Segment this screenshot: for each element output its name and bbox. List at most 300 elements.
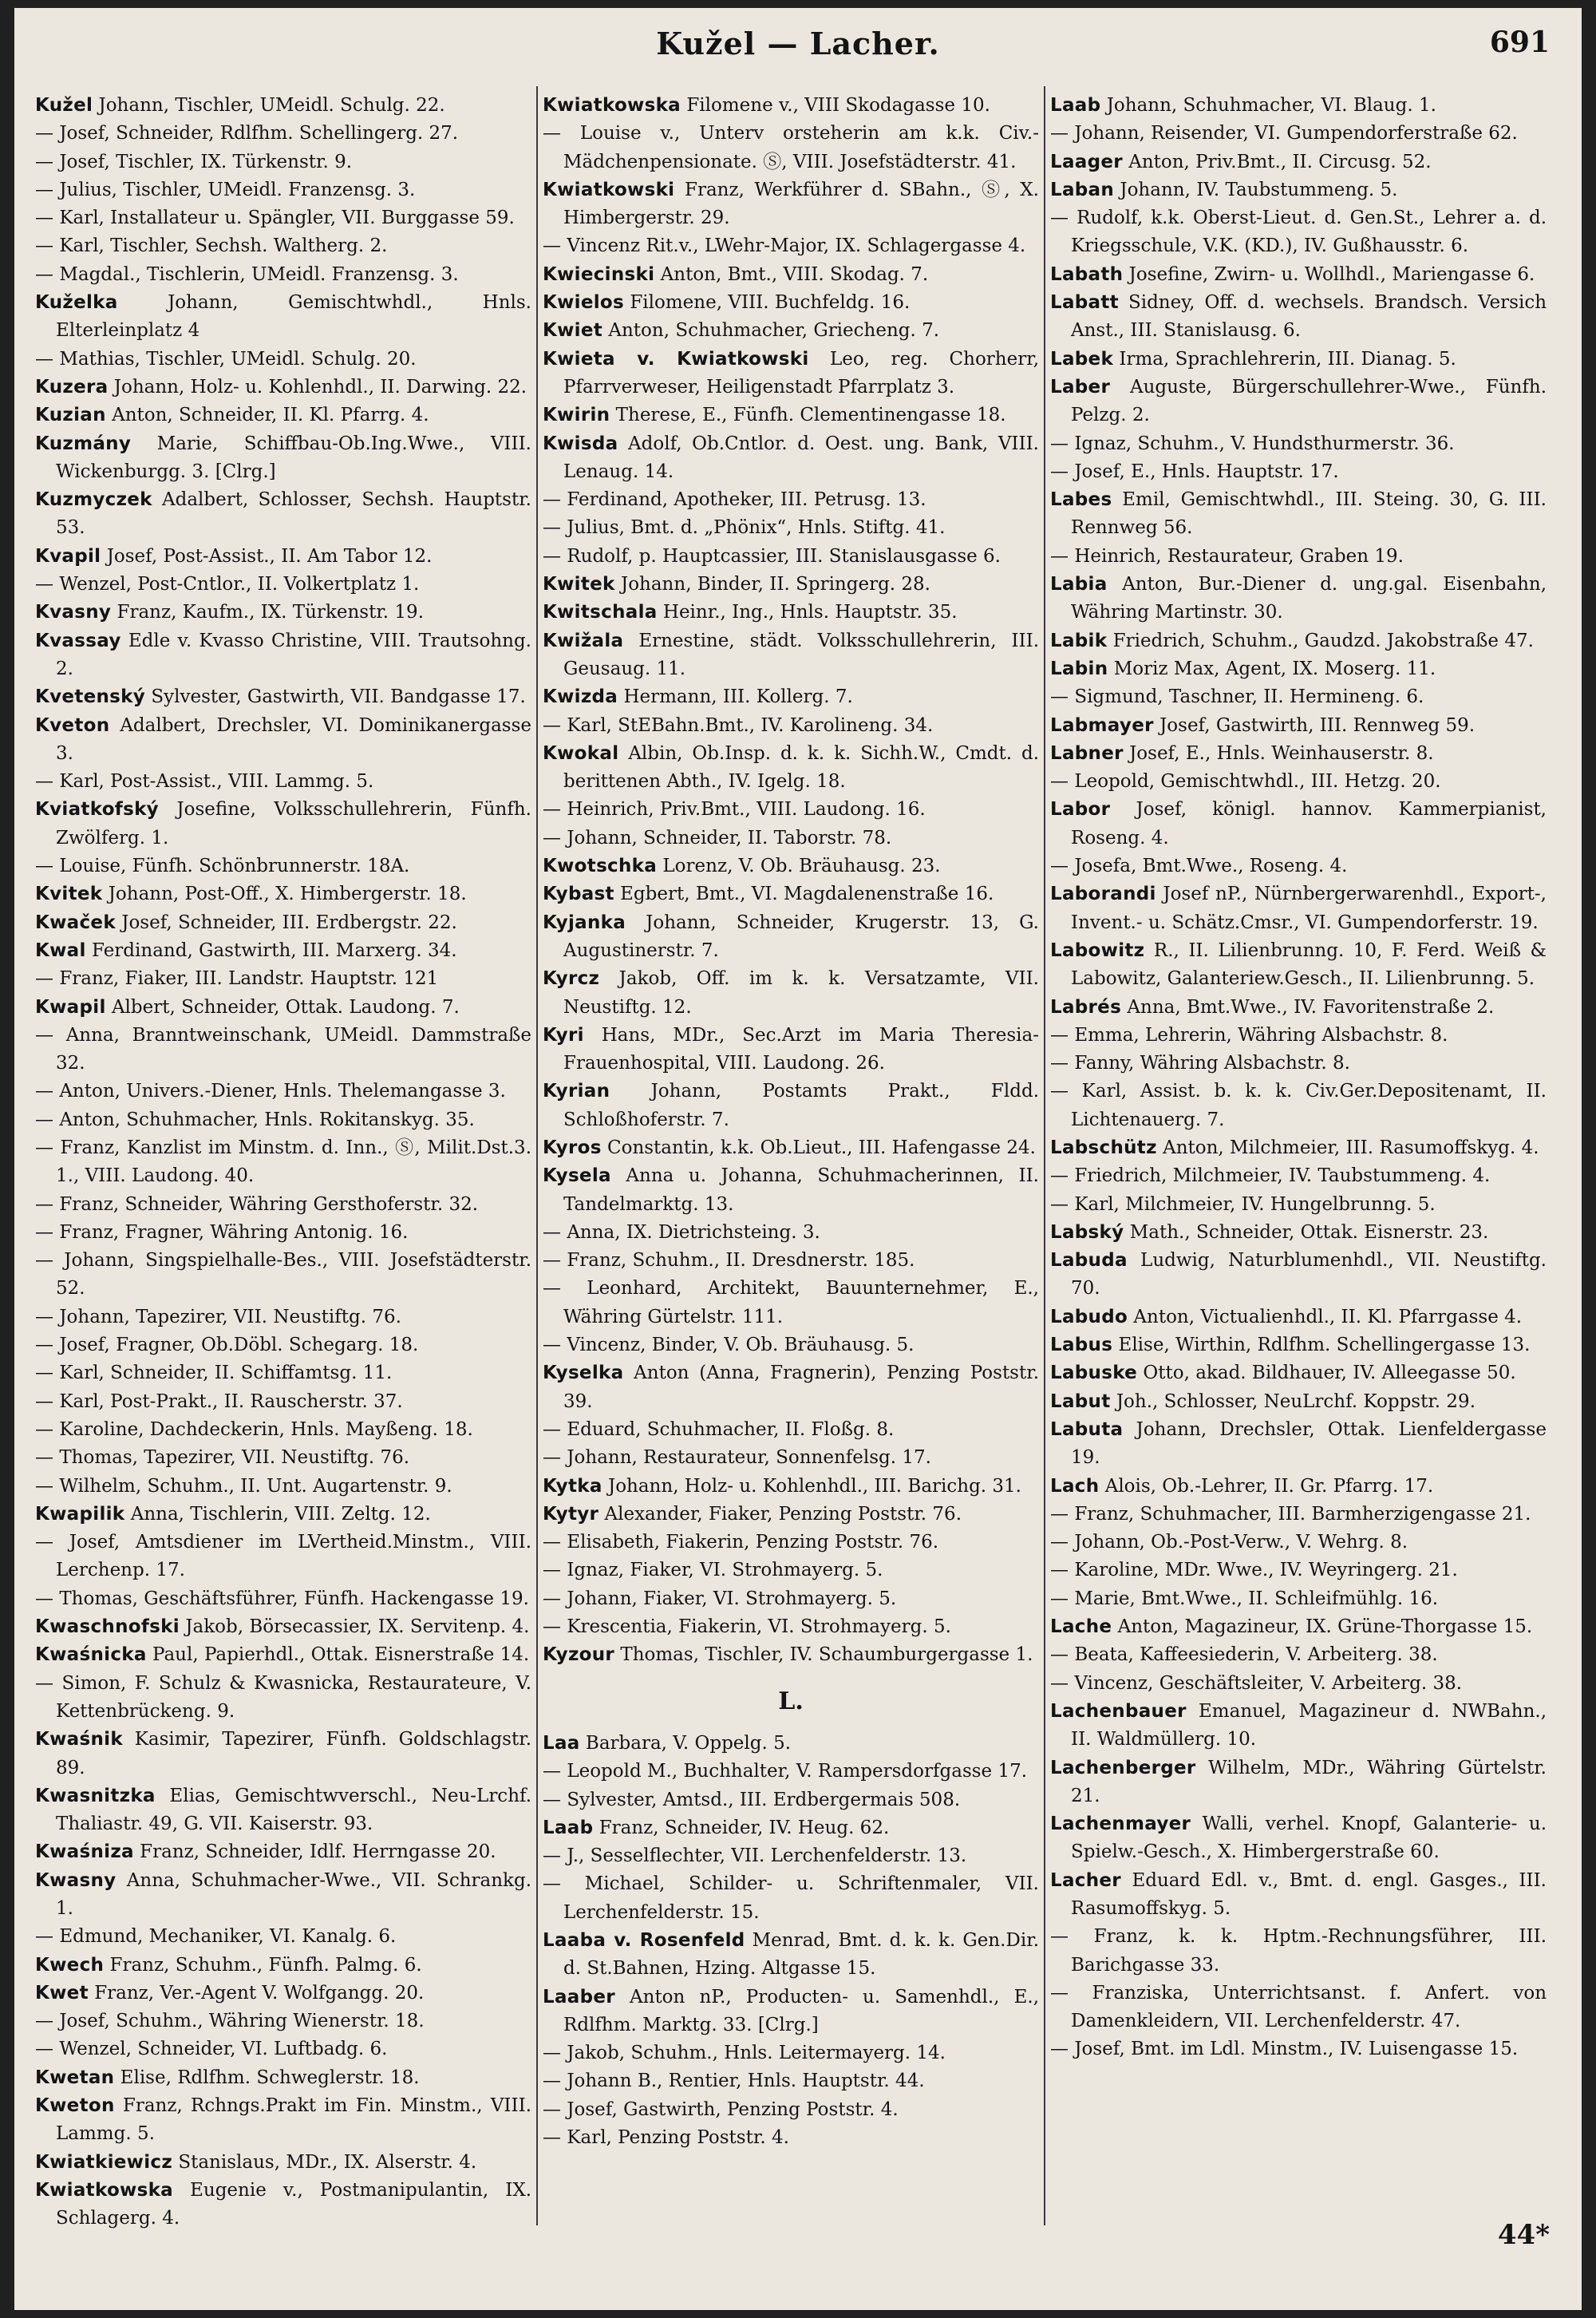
entry-details: Paul, Papierhdl., Ottak. Eisnerstraße 14. <box>152 1644 530 1666</box>
entry-details: Anton, Schneider, II. Kl. Pfarrg. 4. <box>112 405 429 426</box>
entry-surname: Kuželka <box>35 292 118 314</box>
directory-entry <box>35 1106 531 1134</box>
entry-details: Jakob, Schuhm., Hnls. Leitermayerg. 14. <box>567 2043 946 2064</box>
directory-entry <box>543 1219 1039 1247</box>
directory-entry <box>35 712 531 769</box>
directory-entry <box>543 92 1039 120</box>
entry-surname: Kyselka <box>543 1363 624 1384</box>
directory-entry <box>35 1952 531 1980</box>
entry-details: Beata, Kaffeesiederin, V. Arbeiterg. 38. <box>1074 1644 1438 1666</box>
repeat-dash: — <box>543 1873 561 1895</box>
entry-details: Julius, Tischler, UMeidl. Franzensg. 3. <box>59 179 416 200</box>
entry-details: Elias, Gemischtwverschl., Neu-Lrchf. Thaliastr. 49, G. VII. Kaiserstr. 93. <box>56 1785 532 1835</box>
entry-surname: Kuzmány <box>35 433 132 454</box>
directory-entry <box>35 92 531 120</box>
entry-details: Vincenz, Geschäftsleiter, V. Arbeiterg. 38. <box>1074 1672 1463 1694</box>
entry-surname: Kwiecinski <box>543 263 655 285</box>
entry-surname: Labudo <box>1050 1306 1128 1327</box>
directory-entry <box>543 1359 1039 1416</box>
directory-entry <box>35 1585 531 1613</box>
directory-entry <box>543 346 1039 402</box>
entry-details: Franz, Rchngs.Prakt im Fin. Minstm., VIII. Lammg. 5. <box>56 2095 532 2145</box>
repeat-dash: — <box>543 799 561 821</box>
entry-details: Edmund, Mechaniker, VI. Kanalg. 6. <box>59 1926 397 1948</box>
directory-entry <box>35 120 531 148</box>
entry-details: Anna, Bmt.Wwe., IV. Favoritenstraße 2. <box>1127 996 1495 1018</box>
directory-entry <box>543 1444 1039 1472</box>
entry-details: Marie, Schiffbau-Ob.Ing.Wwe., VIII. Wickenburgg. 3. [Clrg.] <box>56 433 531 482</box>
entry-details: Josefine, Volksschullehrerin, Fünfh. Zwölferg. 1. <box>56 799 531 848</box>
repeat-dash: — <box>1050 1588 1069 1609</box>
entry-details: Kasimir, Tapezirer, Fünfh. Goldschlagstr. 89. <box>56 1729 532 1778</box>
entry-surname: Labek <box>1050 348 1114 370</box>
repeat-dash: — <box>1050 123 1069 144</box>
entry-details: Walli, verhel. Knopf, Galanterie- u. Spielw.-Gesch., X. Himbergerstraße 60. <box>1071 1814 1547 1863</box>
repeat-dash: — <box>1050 1165 1069 1187</box>
repeat-dash: — <box>1050 433 1069 454</box>
entry-details: Johann, Ob.-Post-Verw., V. Wehrg. 8. <box>1074 1532 1408 1553</box>
entry-details: Elise, Wirthin, Rdlfhm. Schellingergasse 13. <box>1118 1335 1531 1356</box>
entry-details: Sigmund, Taschner, II. Hermineng. 6. <box>1074 686 1424 708</box>
directory-entry <box>1050 1359 1547 1387</box>
entry-details: Franz, Schneider, Idlf. Herrngasse 20. <box>140 1841 496 1863</box>
entry-details: Franz, Schneider, IV. Heug. 62. <box>598 1817 890 1838</box>
entry-details: Thomas, Tapezirer, VII. Neustiftg. 76. <box>59 1447 410 1469</box>
directory-entry <box>35 204 531 232</box>
directory-entry <box>35 148 531 176</box>
directory-entry <box>1050 1191 1547 1219</box>
entry-details: Franz, Schuhmacher, III. Barmherzigengasse 21. <box>1074 1503 1531 1525</box>
directory-entry <box>1050 1247 1547 1303</box>
column-2 <box>543 92 1039 2152</box>
page-number: 691 <box>1489 26 1550 59</box>
directory-entry <box>1050 148 1547 176</box>
directory-entry <box>35 1613 531 1641</box>
directory-entry <box>35 261 531 289</box>
directory-entry <box>35 852 531 880</box>
repeat-dash: — <box>543 714 561 736</box>
repeat-dash: — <box>1050 2039 1069 2060</box>
directory-entry <box>35 1923 531 1951</box>
entry-details: Josefa, Bmt.Wwe., Roseng. 4. <box>1074 856 1348 877</box>
repeat-dash: — <box>35 1447 53 1469</box>
entry-details: Otto, akad. Bildhauer, IV. Alleegasse 50. <box>1143 1363 1516 1384</box>
directory-entry <box>543 627 1039 684</box>
directory-entry <box>1050 627 1547 655</box>
column-rule <box>1044 86 1045 2225</box>
entry-surname: Kwasnitzka <box>35 1785 156 1806</box>
directory-entry <box>543 965 1039 1022</box>
directory-entry <box>35 2092 531 2149</box>
directory-entry <box>543 120 1039 176</box>
directory-entry <box>1050 1050 1547 1078</box>
repeat-dash: — <box>35 856 53 877</box>
entry-details: Rudolf, k.k. Oberst-Lieut. d. Gen.St., Lehrer a. d. Kriegsschule, V.K. (KD.), IV. Gußhausstr. 6. <box>1071 208 1547 257</box>
entry-surname: Kwiet <box>543 320 603 342</box>
directory-entry <box>1050 1134 1547 1162</box>
directory-entry <box>543 571 1039 599</box>
entry-details: Franz, Fiaker, III. Landstr. Hauptstr. 121 <box>59 968 439 990</box>
directory-entry <box>1050 1613 1547 1641</box>
directory-entry <box>543 1331 1039 1359</box>
entry-details: Anna, Branntweinschank, UMeidl. Dammstraße 32. <box>56 1024 531 1074</box>
entry-surname: Lachenmayer <box>1050 1814 1191 1835</box>
entry-details: Johann, Restaurateur, Sonnenfelsg. 17. <box>567 1447 931 1469</box>
entry-surname: Kwokal <box>543 742 619 764</box>
entry-surname: Kyrcz <box>543 968 600 990</box>
entry-details: Josef, Tischler, IX. Türkenstr. 9. <box>59 151 353 172</box>
repeat-dash: — <box>35 1672 53 1694</box>
column-1 <box>35 92 531 2233</box>
directory-entry <box>35 1078 531 1106</box>
entry-surname: Kybast <box>543 884 614 905</box>
entry-details: Barbara, V. Oppelg. 5. <box>585 1732 792 1754</box>
entry-details: Leonhard, Architekt, Bauunternehmer, E., Währing Gürtelstr. 111. <box>563 1278 1039 1327</box>
directory-entry <box>35 486 531 543</box>
repeat-dash: — <box>543 545 561 567</box>
entry-details: Egbert, Bmt., VI. Magdalenenstraße 16. <box>620 884 994 905</box>
entry-surname: Labut <box>1050 1390 1111 1412</box>
directory-entry <box>543 2096 1039 2124</box>
entry-details: Anton, Univers.-Diener, Hnls. Thelemangasse 3. <box>59 1081 506 1102</box>
repeat-dash: — <box>35 1926 53 1948</box>
entry-details: Thomas, Geschäftsführer, Fünfh. Hackengasse 19. <box>59 1588 529 1609</box>
repeat-dash: — <box>1050 208 1069 229</box>
entry-surname: Labrés <box>1050 996 1122 1018</box>
directory-entry <box>543 1275 1039 1331</box>
repeat-dash: — <box>543 2071 561 2092</box>
directory-entry <box>1050 1078 1547 1134</box>
entry-details: Louise v., Unterv orsteherin am k.k. Civ.-Mädchenpensionate. Ⓢ, VIII. Josefstädterstr. 41. <box>563 123 1040 172</box>
entry-details: Karl, Post-Assist., VIII. Lammg. 5. <box>59 771 374 793</box>
directory-entry <box>35 1867 531 1924</box>
entry-details: Franz, Kanzlist im Minstm. d. Inn., Ⓢ, Milit.Dst.3. 1., VIII. Laudong. 40. <box>56 1137 532 1187</box>
entry-details: Karl, Assist. b. k. k. Civ.Ger.Depositenamt, II. Lichtenauerg. 7. <box>1071 1081 1547 1130</box>
directory-entry <box>35 2177 531 2233</box>
entry-details: Sidney, Off. d. wechsels. Brandsch. Versich Anst., III. Stanislausg. 6. <box>1071 292 1547 342</box>
entry-surname: Kyros <box>543 1137 602 1158</box>
entry-surname: Kwizda <box>543 686 618 708</box>
repeat-dash: — <box>35 1588 53 1609</box>
entry-surname: Lachenbauer <box>1050 1700 1187 1722</box>
directory-entry <box>1050 683 1547 711</box>
directory-entry <box>1050 1473 1547 1501</box>
directory-entry <box>35 2064 531 2092</box>
entry-details: Emil, Gemischtwhdl., III. Steing. 30, G. III. Rennweg 56. <box>1071 489 1547 539</box>
entry-details: Adolf, Ob.Cntlor. d. Oest. ung. Bank, VIII. Lenaug. 14. <box>563 433 1039 482</box>
directory-entry <box>543 1247 1039 1275</box>
directory-entry <box>543 1162 1039 1219</box>
directory-entry <box>543 430 1039 487</box>
entry-surname: Kuzera <box>35 376 109 398</box>
directory-entry <box>1050 571 1547 627</box>
entry-surname: Kwotschka <box>543 856 658 877</box>
entry-surname: Kyjanka <box>543 912 626 933</box>
entry-details: Johann, Drechsler, Ottak. Lienfeldergasse 19. <box>1071 1418 1547 1469</box>
directory-entry <box>1050 1810 1547 1867</box>
directory-entry <box>1050 1388 1547 1416</box>
entry-details: Elise, Rdlfhm. Schweglerstr. 18. <box>120 2067 420 2088</box>
directory-entry <box>543 852 1039 880</box>
repeat-dash: — <box>1050 1503 1069 1525</box>
directory-entry <box>543 176 1039 233</box>
entry-details: Wilhelm, Schuhm., II. Unt. Augartenstr. 9. <box>59 1475 452 1497</box>
entry-details: Adalbert, Drechsler, VI. Dominikanergasse 3. <box>56 714 531 764</box>
entry-details: Math., Schneider, Ottak. Eisnerstr. 23. <box>1129 1221 1489 1243</box>
directory-entry <box>1050 289 1547 346</box>
entry-details: Johann, Schneider, II. Taborstr. 78. <box>567 827 892 848</box>
directory-entry <box>35 599 531 627</box>
repeat-dash: — <box>35 1475 53 1497</box>
entry-details: Heinrich, Restaurateur, Graben 19. <box>1074 545 1404 567</box>
directory-entry <box>543 1557 1039 1584</box>
directory-entry <box>35 1359 531 1387</box>
entry-details: Franz, Kaufm., IX. Türkenstr. 19. <box>117 602 425 623</box>
entry-details: Anton, Priv.Bmt., II. Circusg. 52. <box>1128 151 1432 172</box>
repeat-dash: — <box>543 1447 561 1469</box>
entry-details: Sylvester, Amtsd., III. Erdbergermais 508. <box>567 1789 961 1810</box>
directory-entry <box>543 1984 1039 2040</box>
directory-entry <box>543 1585 1039 1613</box>
directory-entry <box>543 1758 1039 1786</box>
directory-entry <box>1050 261 1547 289</box>
directory-entry <box>543 514 1039 542</box>
directory-entry <box>543 486 1039 514</box>
entry-surname: Lach <box>1050 1475 1100 1497</box>
directory-entry <box>35 232 531 260</box>
directory-entry <box>35 2149 531 2177</box>
entry-details: Moriz Max, Agent, IX. Moserg. 11. <box>1113 658 1436 679</box>
repeat-dash: — <box>1050 1081 1069 1102</box>
entry-details: Franz, Ver.-Agent V. Wolfgangg. 20. <box>94 1982 425 2004</box>
entry-details: Franz, Schuhm., Fünfh. Palmg. 6. <box>109 1954 422 1976</box>
entry-details: Eugenie v., Postmanipulantin, IX. Schlagerg. 4. <box>56 2179 532 2229</box>
entry-details: Franziska, Unterrichtsanst. f. Anfert. von Damenkleidern, VII. Lerchenfelderstr. 47. <box>1071 1982 1547 2032</box>
directory-entry <box>1050 1923 1547 1980</box>
entry-details: Johann, Gemischtwhdl., Hnls. Elterleinplatz 4 <box>56 292 531 342</box>
repeat-dash: — <box>543 123 561 144</box>
directory-entry <box>1050 994 1547 1022</box>
directory-entry <box>1050 2035 1547 2063</box>
entry-surname: Labský <box>1050 1221 1124 1243</box>
entry-details: Anton, Schuhmacher, Hnls. Rokitanskyg. 35. <box>59 1109 475 1130</box>
directory-entry <box>1050 1698 1547 1754</box>
entry-details: Josef, Schneider, III. Erdbergstr. 22. <box>121 912 457 933</box>
entry-surname: Laban <box>1050 179 1115 200</box>
directory-entry <box>543 683 1039 711</box>
entry-details: Franz, Schuhm., II. Dresdnerstr. 185. <box>567 1250 915 1272</box>
directory-entry <box>35 1191 531 1219</box>
directory-entry <box>1050 1557 1547 1584</box>
repeat-dash: — <box>1050 1532 1069 1553</box>
entry-surname: Labner <box>1050 742 1124 764</box>
entry-surname: Labatt <box>1050 292 1119 314</box>
entry-details: Johann, Schneider, Krugerstr. 13, G. Augustinerstr. 7. <box>563 912 1039 961</box>
directory-entry <box>543 1134 1039 1162</box>
entry-details: Johann, Holz- u. Kohlenhdl., II. Darwing. 22. <box>113 376 527 398</box>
directory-entry <box>1050 458 1547 486</box>
entry-surname: Kwaśnik <box>35 1729 123 1750</box>
entry-details: Michael, Schilder- u. Schriftenmaler, VII. Lerchenfelderstr. 15. <box>563 1873 1039 1923</box>
directory-entry <box>1050 120 1547 148</box>
entry-surname: Laaba v. Rosenfeld <box>543 1930 745 1951</box>
repeat-dash: — <box>543 1789 561 1810</box>
entry-surname: Kvasny <box>35 602 112 623</box>
entry-surname: Kwieta v. Kwiatkowski <box>543 348 809 370</box>
directory-entry <box>1050 374 1547 430</box>
entry-details: Anton nP., Producten- u. Samenhdl., E., Rdlfhm. Marktg. 33. [Clrg.] <box>563 1986 1040 2035</box>
repeat-dash: — <box>543 2098 561 2120</box>
directory-entry <box>1050 486 1547 543</box>
entry-surname: Kveton <box>35 714 110 736</box>
repeat-dash: — <box>35 179 53 200</box>
entry-details: Johann, Binder, II. Springerg. 28. <box>620 574 930 595</box>
directory-entry <box>1050 1416 1547 1473</box>
directory-entry <box>543 401 1039 429</box>
entry-details: Sylvester, Gastwirth, VII. Bandgasse 17. <box>151 686 526 708</box>
directory-entry <box>1050 1754 1547 1811</box>
entry-details: Anton, Bur.-Diener d. ung.gal. Eisenbahn, Währing Martinstr. 30. <box>1071 574 1547 623</box>
entry-surname: Laber <box>1050 376 1111 398</box>
directory-entry <box>543 740 1039 797</box>
entry-surname: Labmayer <box>1050 714 1154 736</box>
directory-entry <box>1050 1331 1547 1359</box>
directory-entry <box>543 1501 1039 1529</box>
directory-entry <box>543 909 1039 966</box>
entry-details: Auguste, Bürgerschullehrer-Wwe., Fünfh. Pelzg. 2. <box>1071 376 1547 426</box>
directory-entry <box>35 374 531 401</box>
entry-details: Friedrich, Schuhm., Gaudzd. Jakobstraße 47. <box>1112 630 1534 651</box>
directory-entry <box>543 1870 1039 1927</box>
repeat-dash: — <box>543 1221 561 1243</box>
entry-surname: Laaber <box>543 1986 615 2007</box>
entry-details: Wenzel, Post-Cntlor., II. Volkertplatz 1. <box>59 574 420 595</box>
entry-details: Jakob, Off. im k. k. Versatzamte, VII. Neustiftg. 12. <box>563 968 1039 1018</box>
repeat-dash: — <box>35 1109 53 1130</box>
directory-entry <box>35 768 531 796</box>
repeat-dash: — <box>35 1335 53 1356</box>
directory-entry <box>543 1842 1039 1870</box>
entry-details: Johann, Holz- u. Kohlenhdl., III. Barichg. 31. <box>607 1475 1021 1497</box>
directory-entry <box>1050 1022 1547 1050</box>
entry-details: Leopold M., Buchhalter, V. Rampersdorfgasse 17. <box>567 1761 1028 1782</box>
entry-surname: Kuzmyczek <box>35 489 152 511</box>
entry-details: Ernestine, städt. Volksschullehrerin, III. Geusaug. 11. <box>563 630 1040 679</box>
repeat-dash: — <box>543 827 561 848</box>
entry-details: Johann, Postamts Prakt., Fldd. Schloßhoferstr. 7. <box>563 1081 1040 1130</box>
entry-surname: Kwech <box>35 1954 105 1976</box>
repeat-dash: — <box>543 2043 561 2064</box>
directory-entry <box>543 289 1039 317</box>
entry-surname: Kwetan <box>35 2067 115 2088</box>
repeat-dash: — <box>35 1250 53 1272</box>
entry-surname: Laborandi <box>1050 884 1156 905</box>
directory-entry <box>1050 1219 1547 1247</box>
entry-details: Anton (Anna, Fragnerin), Penzing Poststr. 39. <box>563 1363 1040 1412</box>
entry-details: Franz, Fragner, Währing Antonig. 16. <box>59 1221 409 1243</box>
entry-details: Thomas, Tischler, IV. Schaumburgergasse 1. <box>620 1644 1033 1666</box>
section-letter: L. <box>778 1687 804 1715</box>
entry-surname: Kwisda <box>543 433 618 454</box>
entry-details: Constantin, k.k. Ob.Lieut., III. Hafengasse 24. <box>607 1137 1036 1158</box>
entry-details: Anton, Magazineur, IX. Grüne-Thorgasse 15. <box>1117 1616 1533 1638</box>
directory-entry <box>1050 655 1547 683</box>
entry-details: J., Sesselflechter, VII. Lerchenfelderstr. 13. <box>567 1845 967 1867</box>
entry-details: Rudolf, p. Hauptcassier, III. Stanislausgasse 6. <box>567 545 1001 567</box>
directory-entry <box>543 1078 1039 1134</box>
entry-details: Johann, Schuhmacher, VI. Blaug. 1. <box>1106 95 1436 116</box>
entry-details: Wenzel, Schneider, VI. Luftbadg. 6. <box>59 2039 388 2060</box>
repeat-dash: — <box>1050 1024 1069 1046</box>
entry-details: Josef, E., Hnls. Weinhauserstr. 8. <box>1129 742 1434 764</box>
directory-entry <box>35 1670 531 1727</box>
repeat-dash: — <box>35 1306 53 1327</box>
repeat-dash: — <box>35 151 53 172</box>
directory-entry <box>35 289 531 346</box>
entry-details: Karl, StEBahn.Bmt., IV. Karolineng. 34. <box>567 714 934 736</box>
directory-entry <box>543 796 1039 824</box>
entry-details: Johann, IV. Taubstummeng. 5. <box>1120 179 1398 200</box>
entry-details: Josef, Amtsdiener im LVertheid.Minstm., VIII. Lerchenp. 17. <box>56 1532 532 1581</box>
entry-details: Fanny, Währing Alsbachstr. 8. <box>1074 1053 1350 1074</box>
repeat-dash: — <box>543 1532 561 1553</box>
directory-entry <box>35 994 531 1022</box>
entry-details: Josef, Post-Assist., II. Am Tabor 12. <box>106 545 433 567</box>
entry-details: Albin, Ob.Insp. d. k. k. Sichh.W., Cmdt. d. berittenen Abth., IV. Igelg. 18. <box>563 742 1039 793</box>
directory-entry <box>543 1927 1039 1984</box>
entry-surname: Labuske <box>1050 1363 1138 1384</box>
sheet-signature: 44* <box>1497 2219 1550 2251</box>
directory-entry <box>1050 176 1547 204</box>
entry-surname: Kužel <box>35 95 93 116</box>
directory-entry <box>35 1529 531 1585</box>
entry-details: Johann, Fiaker, VI. Strohmayerg. 5. <box>567 1588 897 1609</box>
entry-details: Anton, Schuhmacher, Griecheng. 7. <box>608 320 940 342</box>
directory-entry <box>543 2067 1039 2095</box>
directory-entry <box>35 1388 531 1416</box>
directory-entry <box>543 1529 1039 1557</box>
entry-details: Krescentia, Fiakerin, VI. Strohmayerg. 5. <box>567 1616 951 1638</box>
repeat-dash: — <box>35 263 53 285</box>
entry-details: Josefine, Zwirn- u. Wollhdl., Mariengasse 6. <box>1128 263 1535 285</box>
directory-entry <box>1050 880 1547 937</box>
directory-entry <box>543 1473 1039 1501</box>
entry-surname: Kwet <box>35 1982 89 2004</box>
entry-details: Anna, Schuhmacher-Wwe., VII. Schrankg. 1. <box>56 1869 532 1919</box>
directory-entry <box>35 1134 531 1191</box>
entry-surname: Kwaček <box>35 912 116 933</box>
entry-details: Anna, IX. Dietrichsteing. 3. <box>567 1221 820 1243</box>
directory-entry <box>1050 430 1547 458</box>
entry-details: Franz, k. k. Hptm.-Rechnungsführer, III. Barichgasse 33. <box>1071 1926 1547 1976</box>
directory-entry <box>35 627 531 684</box>
entry-details: Vincenz Rit.v., LWehr-Major, IX. Schlagergasse 4. <box>567 235 1026 257</box>
entry-surname: Laager <box>1050 151 1123 172</box>
entry-details: Josef, königl. hannov. Kammerpianist, Roseng. 4. <box>1071 799 1547 848</box>
directory-entry <box>1050 712 1547 740</box>
directory-entry <box>543 1416 1039 1444</box>
entry-surname: Kytka <box>543 1475 602 1497</box>
directory-entry <box>35 2035 531 2063</box>
directory-entry <box>1050 1980 1547 2036</box>
directory-entry <box>543 1814 1039 1842</box>
entry-surname: Lacher <box>1050 1869 1121 1891</box>
directory-entry <box>1050 1501 1547 1529</box>
directory-entry <box>35 176 531 204</box>
entry-surname: Kwitschala <box>543 602 658 623</box>
repeat-dash: — <box>1050 771 1069 793</box>
directory-entry <box>543 1641 1039 1669</box>
